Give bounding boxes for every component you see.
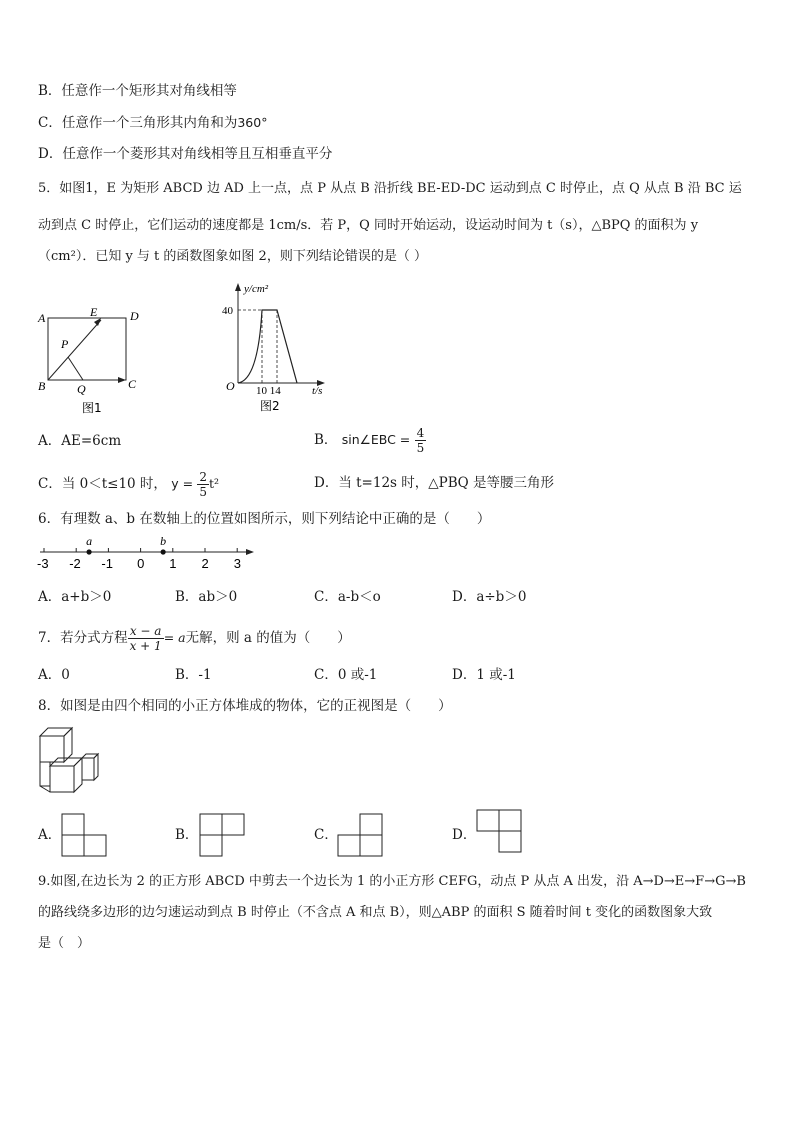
q8-option-b-figure [198,812,248,858]
q7-fraction [128,624,164,653]
label-e: E [90,305,98,319]
q5-stem-line3: （cm²）．已知 y 与 t 的函数图象如图 2，则下列结论错误的是（ ） [38,249,427,264]
y-tick-40: 40 [222,305,233,317]
q5-option-c-t: t² [209,476,220,491]
q4-option-c [38,114,267,132]
q7-option-b: B．-1 [175,667,212,683]
number-line-label: -2 [69,556,81,571]
q5-figure-1 [30,300,150,418]
q8-option-d-figure [475,808,525,856]
segment-be [48,320,101,380]
q8-option-d-label: D． [452,827,477,843]
q8-option-a-label: A． [38,827,62,843]
number-line-label: 3 [233,556,241,571]
q5-option-b-prefix: B． [314,432,338,448]
q6-option-a: A．a+b＞0 [38,589,112,605]
label-d: D [130,309,139,323]
q5-stem-line2: 动到点 C 时停止，它们运动的速度都是 1cm/s．若 P，Q 同时开始运动，设运动时间为 t（s），△BPQ 的面积为 y [38,218,699,233]
q7-stem [38,618,351,658]
x-axis-label: t/s [312,385,323,397]
q5-option-b-numerator: 4 [416,426,425,440]
q7-denominator: x + 1 [129,639,162,653]
q5-option-c [38,466,219,502]
q5-option-c-denominator: 5 [199,485,208,499]
q7-option-c: C．0 或-1 [314,667,378,683]
arrow-bc-head [118,377,126,383]
q5-option-d: D．当 t=12s 时，△PBQ 是等腰三角形 [314,475,554,491]
rectangle-abcd [48,318,126,380]
q6-option-b: B．ab＞0 [175,589,238,605]
q7-option-a: A．0 [38,667,70,683]
q8-cube-stack [36,726,100,796]
q7-prefix: 7．若分式方程 [38,630,128,646]
q5-option-b-denominator: 5 [416,441,425,455]
q8-option-c-label: C． [314,827,338,843]
q8-option-c-figure [336,812,386,858]
number-line-label: -3 [37,556,49,571]
point-b-dot [161,549,166,554]
q5-figure-2 [220,278,340,418]
label-c: C [128,377,137,391]
q4-option-c-text: C．任意作一个三角形其内角和为 [38,115,238,131]
q6-option-d: D．a÷b＞0 [452,589,527,605]
q8-stem: 8．如图是由四个相同的小正方体堆成的物体，它的正视图是（ ） [38,698,452,714]
x-ticks-10-14: 10 14 [256,385,281,397]
label-b: B [38,379,46,393]
q4-option-d: D．任意作一个菱形其对角线相等且互相垂直平分 [38,146,333,162]
q5-option-c-y: y = [171,476,194,491]
point-b-label: b [160,534,167,548]
number-line-label: 1 [169,556,177,571]
q4-option-c-value: 360° [237,115,268,130]
q9-stem-line1: 9.如图,在边长为 2 的正方形 ABCD 中剪去一个边长为 1 的小正方形 CEFG，动点 P 从点 A 出发，沿 A→D→E→F→G→B [38,874,746,889]
caption-figure-2: 图2 [260,399,280,413]
q6-stem: 6．有理数 a、b 在数轴上的位置如图所示，则下列结论中正确的是（ ） [38,511,491,527]
segment-pq [68,357,83,380]
caption-figure-1: 图1 [82,401,102,415]
number-line-label: 2 [201,556,209,571]
q5-stem-line1: 5．如图1，E 为矩形 ABCD 边 AD 上一点，点 P 从点 B 沿折线 BE-ED-DC 运动到点 C 时停止，点 Q 从点 B 沿 BC 运 [38,181,742,196]
label-p: P [61,337,69,351]
point-a-dot [86,549,91,554]
q5-option-a: A．AE=6cm [38,433,122,449]
label-a: A [38,311,46,325]
q5-option-c-fraction [197,470,209,499]
label-q: Q [77,382,86,396]
number-line-ticks [37,548,241,571]
number-line-label: -1 [101,556,113,571]
q7-numerator: x − a [128,624,164,639]
q7-option-d: D．1 或-1 [452,667,516,683]
q8-option-a-figure [60,812,110,858]
q5-option-b [314,422,426,458]
q9-stem-line3: 是（ ） [38,936,91,951]
function-curve [238,310,297,383]
y-axis-arrow [235,283,241,291]
number-line-label: 0 [137,556,145,571]
q4-option-b: B．任意作一个矩形其对角线相等 [38,83,237,99]
point-a-label: a [86,534,93,548]
number-line-arrow [246,549,254,555]
origin-label: O [226,379,235,393]
q5-option-b-fraction [415,426,427,455]
q7-suffix: 无解，则 a 的值为（ ） [185,630,351,646]
q8-option-b-label: B． [175,827,199,843]
y-axis-label: y/cm² [244,283,269,295]
q5-option-c-prefix: C．当 0＜t≤10 时， [38,476,167,492]
q9-stem-line2: 的路线绕多边形的边匀速运动到点 B 时停止（不含点 A 和点 B），则△ABP 的面积 S 随着时间 t 变化的函数图象大致 [38,905,713,920]
q5-option-c-numerator: 2 [199,470,208,484]
q6-option-c: C．a-b＜o [314,589,381,605]
q5-option-b-sin: sin∠EBC = [341,432,411,447]
arrow-be-head [94,318,101,326]
q6-number-line [36,533,258,573]
q7-equals: = a [163,630,186,645]
